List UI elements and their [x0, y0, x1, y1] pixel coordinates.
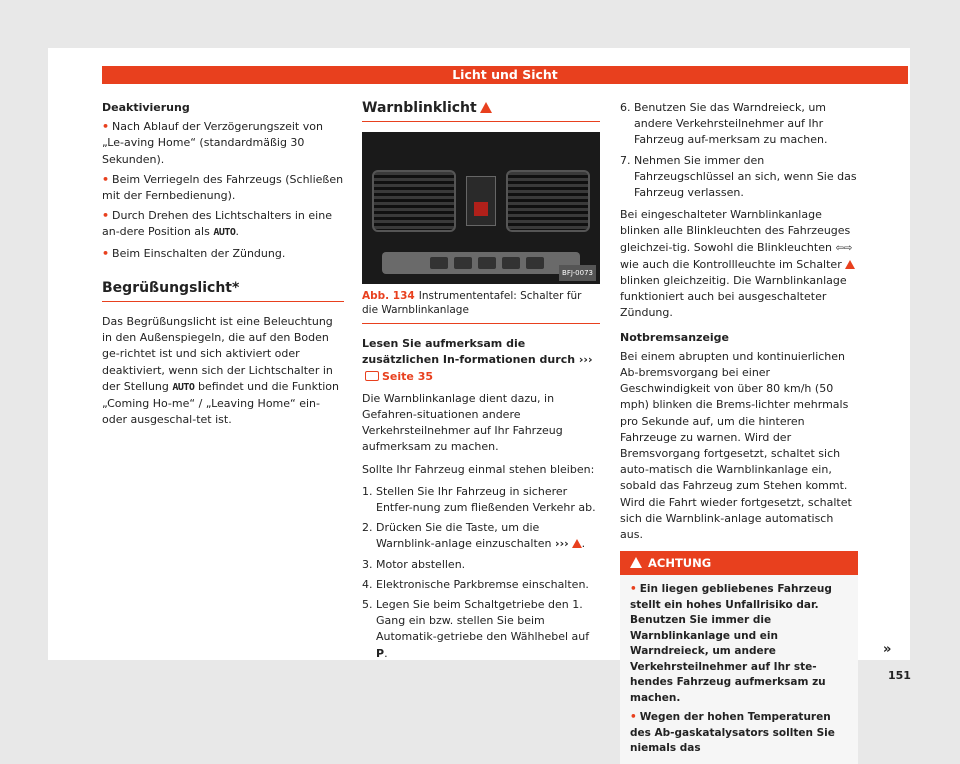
page-number: 151: [888, 669, 911, 682]
info-reference: Lesen Sie aufmerksam die zusätzlichen In-formationen durch ››› Seite 35: [362, 337, 593, 383]
figure-image: [362, 132, 600, 284]
list-item: 1. Stellen Sie Ihr Fahrzeug in sicherer Entfer-nung zum fließenden Verkehr ab.: [362, 484, 596, 515]
figure-caption: Abb. 134 Instrumententafel: Schalter für die Warnblinkanlage: [362, 284, 600, 324]
warning-triangle-icon: [480, 102, 492, 113]
auto-symbol: AUTO: [213, 227, 236, 239]
air-vent-left: [372, 170, 456, 232]
continue-marker: »: [883, 642, 892, 657]
bullet-icon: •: [630, 711, 637, 724]
bullet-icon: •: [102, 120, 110, 134]
bullet-icon: •: [102, 246, 110, 260]
hazard-button-icon: [474, 202, 488, 216]
column-1: [102, 100, 344, 434]
list-item: 7. Nehmen Sie immer den Fahrzeugschlüssel an sich, wenn Sie das Fahrzeug verlassen.: [620, 153, 857, 200]
book-icon: [365, 371, 379, 381]
column-3: [620, 100, 858, 764]
list-item: 5. Legen Sie beim Schaltgetriebe den 1. Gang ein bzw. stellen Sie beim Automatik-getriebe den Wählhebel auf P.: [362, 598, 590, 660]
list-item: • Durch Drehen des Lichtschalters in eine an-dere Position als AUTO.: [102, 209, 332, 239]
notbremsanzeige-heading: Notbremsanzeige: [620, 330, 730, 344]
warning-header: ACHTUNG: [620, 551, 858, 575]
paragraph: Die Warnblinkanlage dient dazu, in Gefahren-situationen andere Verkehrsteilnehmer auf Ihr Fahrzeug aufmerksam zu machen.: [362, 391, 563, 454]
begruessungslicht-text: Das Begrüßungslicht ist eine Beleuchtung in den Außenspiegeln, die auf den Boden ge-richtet ist und sich aktiviert oder deaktiviert, wenn sich der Lichtschalter in der Stellung AUTO befindet und die Funktion „Coming Ho-me“ / „Leaving Home“ ein- oder ausgeschal-tet ist.: [102, 315, 340, 427]
warning-box: [620, 551, 858, 764]
warning-body: [620, 575, 858, 764]
page: [48, 48, 911, 755]
air-vent-right: [506, 170, 590, 232]
control-panel: [382, 252, 580, 274]
bullet-icon: •: [102, 209, 110, 223]
list-item: • Ein liegen gebliebenes Fahrzeug stellt ein hohes Unfallrisiko dar. Benutzen Sie immer die Warnblinkanlage und ein Warndreieck, um andere Verkehrsteilnehmer auf Ihr ste-hendes Fahrzeug aufmerksam zu machen.: [630, 583, 832, 704]
auto-symbol: AUTO: [172, 381, 195, 393]
deactivation-heading: Deaktivierung: [102, 101, 190, 114]
bullet-icon: •: [102, 172, 110, 186]
warning-triangle-icon: [572, 539, 582, 548]
page-reference-link[interactable]: Seite 35: [382, 369, 434, 383]
section-title-warnblinklicht: Warnblinklicht: [362, 100, 600, 122]
warning-triangle-icon: [630, 557, 642, 568]
steps-list: [362, 484, 600, 662]
paragraph: Sollte Ihr Fahrzeug einmal stehen bleiben:: [362, 462, 595, 476]
list-item: • Beim Einschalten der Zündung.: [102, 246, 286, 260]
warning-triangle-icon: [845, 260, 855, 269]
steps-list-continued: [620, 100, 858, 201]
paragraph: Bei eingeschalteter Warnblinkanlage blinken alle Blinkleuchten des Fahrzeuges gleichzei-tig. Sowohl die Blinkleuchten ⇦⇨ wie auch die Kontrollleuchte im Schalter blinken gleichzeitig. Die Warnblinkanlage funktioniert auch bei ausgeschalteter Zündung.: [620, 207, 858, 321]
bullet-icon: •: [630, 583, 637, 596]
section-title-begruessungslicht: Begrüßungslicht*: [102, 280, 344, 302]
turn-signal-icon: ⇦⇨: [835, 242, 853, 254]
list-item: 6. Benutzen Sie das Warndreieck, um andere Verkehrsteilnehmer auf Ihr Fahrzeug auf-merksam zu machen.: [620, 101, 828, 147]
list-item: 2. Drücken Sie die Taste, um die Warnblink-anlage einzuschalten ››› .: [362, 521, 586, 551]
paragraph: Bei einem abrupten und kontinuierlichen Ab-bremsvorgang bei einer Geschwindigkeit von über 80 km/h (50 mph) blinken die Brems-lichter mehrmals pro Sekunde auf, um die hinteren Fahrzeuge zu warnen. Wird der Bremsvorgang fortgesetzt, schaltet sich auto-matisch die Warnblinkanlage ein, sobald das Fahrzeug zum Stehen kommt. Wird die Fahrt wieder fortgesetzt, schaltet sich die Warnblink-anlage automatisch aus.: [620, 349, 852, 542]
figure-code: BFJ-0073: [559, 265, 596, 281]
column-2: [362, 100, 600, 666]
list-item: • Wegen der hohen Temperaturen des Ab-gaskatalysators sollten Sie niemals das: [630, 711, 835, 755]
list-item: • Beim Verriegeln des Fahrzeugs (Schließen mit der Fernbedienung).: [102, 172, 344, 203]
chapter-header: Licht und Sicht: [102, 66, 908, 84]
list-item: • Nach Ablauf der Verzögerungszeit von „Le-aving Home“ (standardmäßig 30 Sekunden).: [102, 120, 323, 166]
list-item: 4. Elektronische Parkbremse einschalten.: [362, 577, 589, 591]
list-item: 3. Motor abstellen.: [362, 557, 466, 571]
center-switch-panel: [466, 176, 496, 226]
